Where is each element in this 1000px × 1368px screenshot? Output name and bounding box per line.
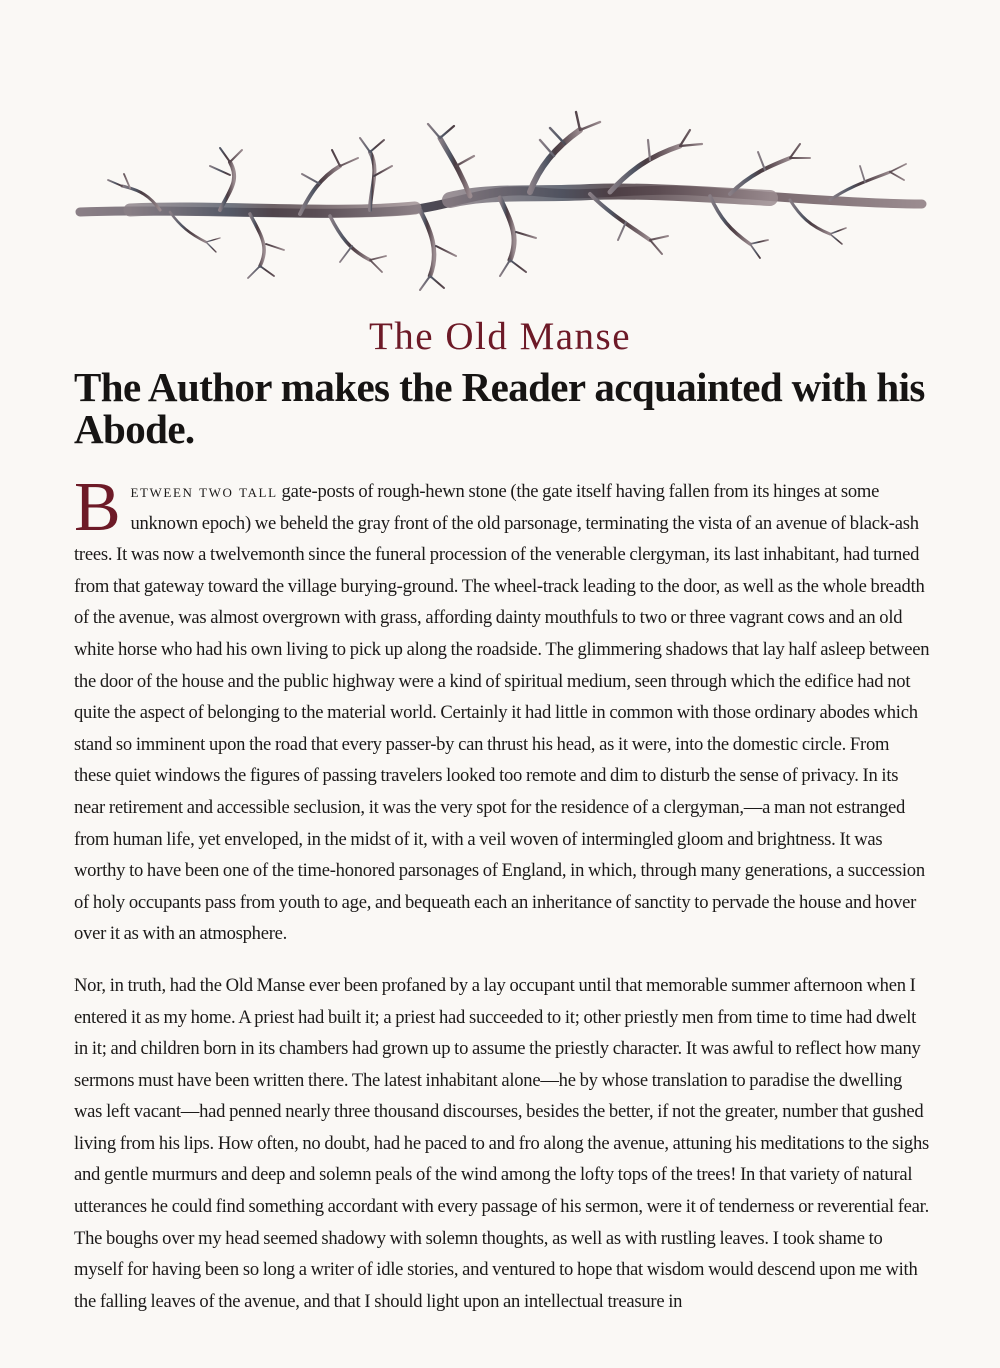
chapter-body	[74, 469, 930, 1337]
paragraph	[74, 970, 930, 1318]
paragraph-text: Nor, in truth, had the Old Manse ever been profaned by a lay occupant until that memorable summer afternoon when I entered it as my home. A priest had built it; a priest had succeeded to it; other priestly men from time to time had dwelt in it; and children born in its chambers had grown up to assume the priestly character. It was awful to reflect how many sermons must have been written there. The latest inhabitant alone—he by whose translation to paradise the dwelling was left vacant—had penned nearly three thousand discourses, besides the better, if not the greater, number that gushed living from his lips. How often, no doubt, had he paced to and fro along the avenue, attuning his meditations to the sighs and gentle murmurs and deep and solemn peals of the wind among the lofty tops of the trees! In that variety of natural utterances he could find something accordant with every passage of his sermon, were it of tenderness or reverential fear. The boughs over my head seemed shadowy with solemn thoughts, as well as with rustling leaves. I took shame to myself for having been so long a writer of idle stories, and ventured to hope that wisdom would descend upon me with the falling leaves of the avenue, and that I should light upon an intellectual treasure in	[74, 974, 929, 1312]
tree-root-ornament-icon	[70, 100, 930, 300]
chapter-subtitle: The Author makes the Reader acquainted with his Abode.	[74, 364, 925, 452]
chapter-title: The Old Manse	[368, 315, 632, 358]
lead-small-caps: etween two tall	[130, 481, 278, 501]
drop-cap: B	[74, 469, 121, 546]
paragraph-text: gate-posts of rough-hewn stone (the gate itself having fallen from its hinges at some unknown epoch) we beheld the gray front of the old parsonage, terminating the vista of an avenue of black-ash trees. It was now a twelvemonth since the funeral procession of the venerable clergyman, its last inhabitant, had turned from that gateway toward the village burying-ground. The wheel-track leading to the door, as well as the whole breadth of the avenue, was almost overgrown with grass, affording dainty mouthfuls to two or three vagrant cows and an old white horse who had his own living to pick up along the roadside. The glimmering shadows that lay half asleep between the door of the house and the public highway were a kind of spiritual medium, seen through which the edifice had not quite the aspect of belonging to the material world. Certainly it had little in common with those ordinary abodes which stand so imminent upon the road that every passer-by can thrust his head, as it were, into the domestic circle. From these quiet windows the figures of passing travelers looked too remote and dim to disturb the sense of privacy. In its near retirement and accessible seclusion, it was the very spot for the residence of a clergyman,—a man not estranged from human life, yet enveloped, in the midst of it, with a veil woven of intermingled gloom and brightness. It was worthy to have been one of the time-honored parsonages of England, in which, through many generations, a succession of holy occupants pass from youth to age, and bequeath each an inheritance of sanctity to pervade the house and hover over it as with an atmosphere.	[74, 481, 930, 945]
paragraph	[74, 469, 930, 950]
